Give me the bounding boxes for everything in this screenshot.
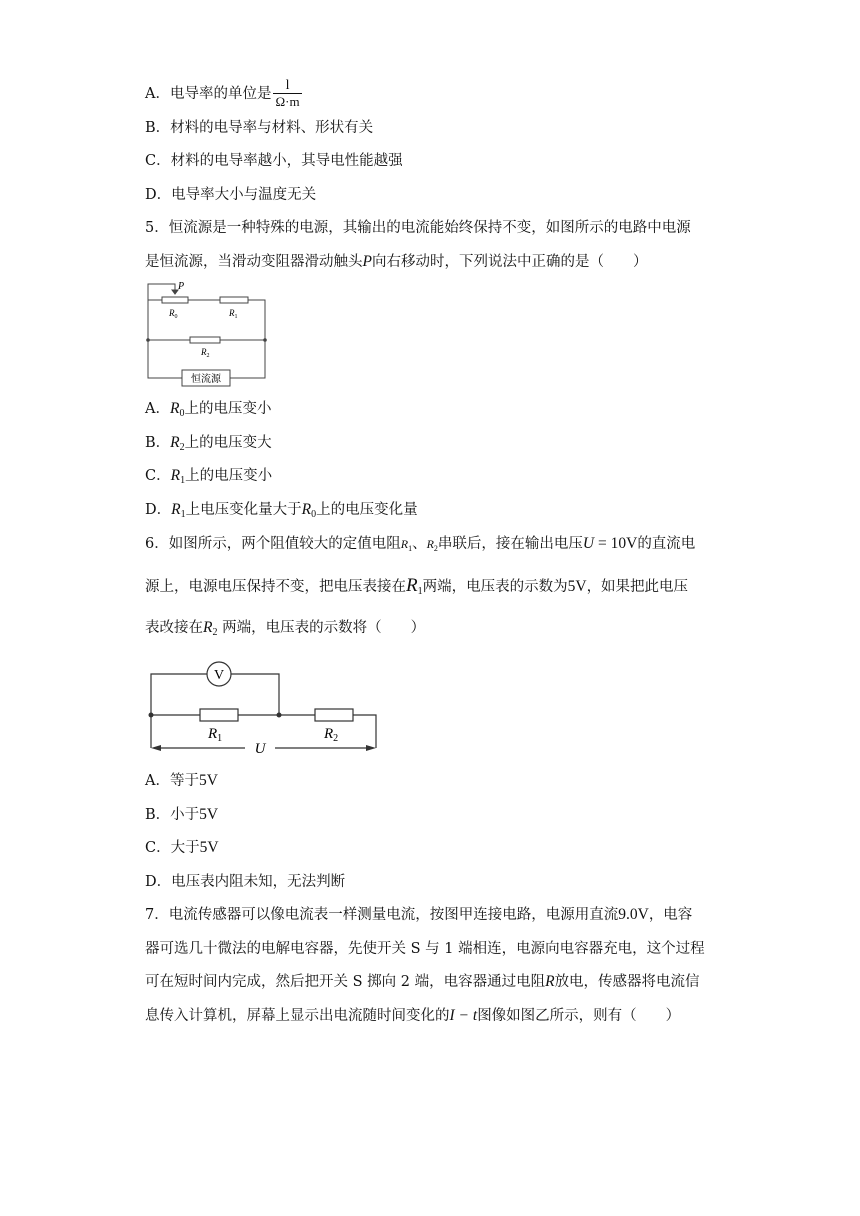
q4-option-a-text: A．电导率的单位是 bbox=[145, 86, 272, 102]
q5-stem-p: P bbox=[362, 253, 372, 270]
fig5-source-label: 恒流源 bbox=[191, 374, 221, 385]
q5-option-d: D．$R_1$上电压变化量大于$R_0$上的电压变化量 bbox=[145, 501, 418, 520]
q6-stem-line3: 表改接在$R_2$ 两端，电压表的示数将（ ） bbox=[145, 619, 426, 638]
q6-option-b: B．小于5V bbox=[145, 806, 219, 823]
fig5-p-label: P bbox=[178, 281, 185, 292]
unit-fraction bbox=[273, 78, 301, 110]
q5-stem-line2 bbox=[145, 252, 647, 272]
q5-stem-text-2: 向右移动时，下列说法中正确的是（ ） bbox=[371, 254, 648, 270]
r0-resistor bbox=[162, 297, 188, 303]
q4-option-c: C．材料的电导率越小，其导电性能越强 bbox=[145, 153, 403, 169]
fig5-r2-label: $R_2$ bbox=[201, 347, 210, 359]
q5-option-a: A．$R_0$上的电压变小 bbox=[145, 400, 272, 419]
q7-stem-line1: 7．电流传感器可以像电流表一样测量电流，按图甲连接电路，电源用直流9.0V，电容 bbox=[145, 906, 693, 923]
fig6-r2-label: $R_2$ bbox=[324, 726, 339, 744]
q4-option-d: D．电导率大小与温度无关 bbox=[145, 187, 317, 203]
q5-stem-text: 是恒流源，当滑动变阻器滑动触头 bbox=[145, 254, 363, 270]
q5-stem-line1: 5．恒流源是一种特殊的电源，其输出的电流能始终保持不变，如图所示的电路中电源 bbox=[145, 220, 691, 236]
q6-option-d: D．电压表内阻未知，无法判断 bbox=[145, 874, 346, 890]
q6-stem-line1: 6．如图所示，两个阻值较大的定值电阻$R_1$、$R_2$串联后，接在输出电压U = 10V的直流电 bbox=[145, 535, 696, 553]
q7-stem-line4: 息传入计算机，屏幕上显示出电流随时间变化的I − t图像如图乙所示，则有（ ） bbox=[145, 1007, 681, 1024]
q5-option-c: C．$R_1$上的电压变小 bbox=[145, 467, 273, 486]
unit-fraction-numerator: l bbox=[273, 78, 301, 94]
fig5-r0-label: $R_0$ bbox=[169, 308, 178, 320]
q6-option-a: A．等于5V bbox=[145, 772, 218, 789]
fig6-u-label: U bbox=[254, 741, 266, 757]
q6-stem-line2: 源上，电源电压保持不变，把电压表接在$R_1$两端，电压表的示数为5V，如果把此电压 bbox=[145, 575, 689, 597]
r1-resistor-6 bbox=[200, 709, 238, 721]
fig6-r1-label: $R_1$ bbox=[208, 726, 223, 744]
r2-resistor bbox=[190, 337, 220, 343]
fig6-v-label: V bbox=[213, 668, 225, 683]
unit-fraction-denominator: Ω·m bbox=[275, 94, 300, 109]
q6-option-c: C．大于5V bbox=[145, 839, 219, 856]
q5-circuit-diagram bbox=[140, 278, 275, 388]
r2-resistor-6 bbox=[315, 709, 353, 721]
r1-resistor bbox=[220, 297, 248, 303]
q7-stem-line3: 可在短时间内完成，然后把开关 S 掷向 2 端，电容器通过电阻R放电，传感器将电流信 bbox=[145, 973, 700, 990]
q7-stem-line2: 器可选几十微法的电解电容器，先使开关 S 与 1 端相连，电源向电容器充电，这个过程 bbox=[145, 941, 705, 957]
q5-option-b: B．$R_2$上的电压变大 bbox=[145, 434, 272, 453]
q6-circuit-diagram bbox=[145, 660, 385, 760]
fig5-r1-label: $R_1$ bbox=[229, 308, 238, 320]
q4-option-a bbox=[145, 78, 302, 110]
q4-option-b: B．材料的电导率与材料、形状有关 bbox=[145, 120, 374, 136]
